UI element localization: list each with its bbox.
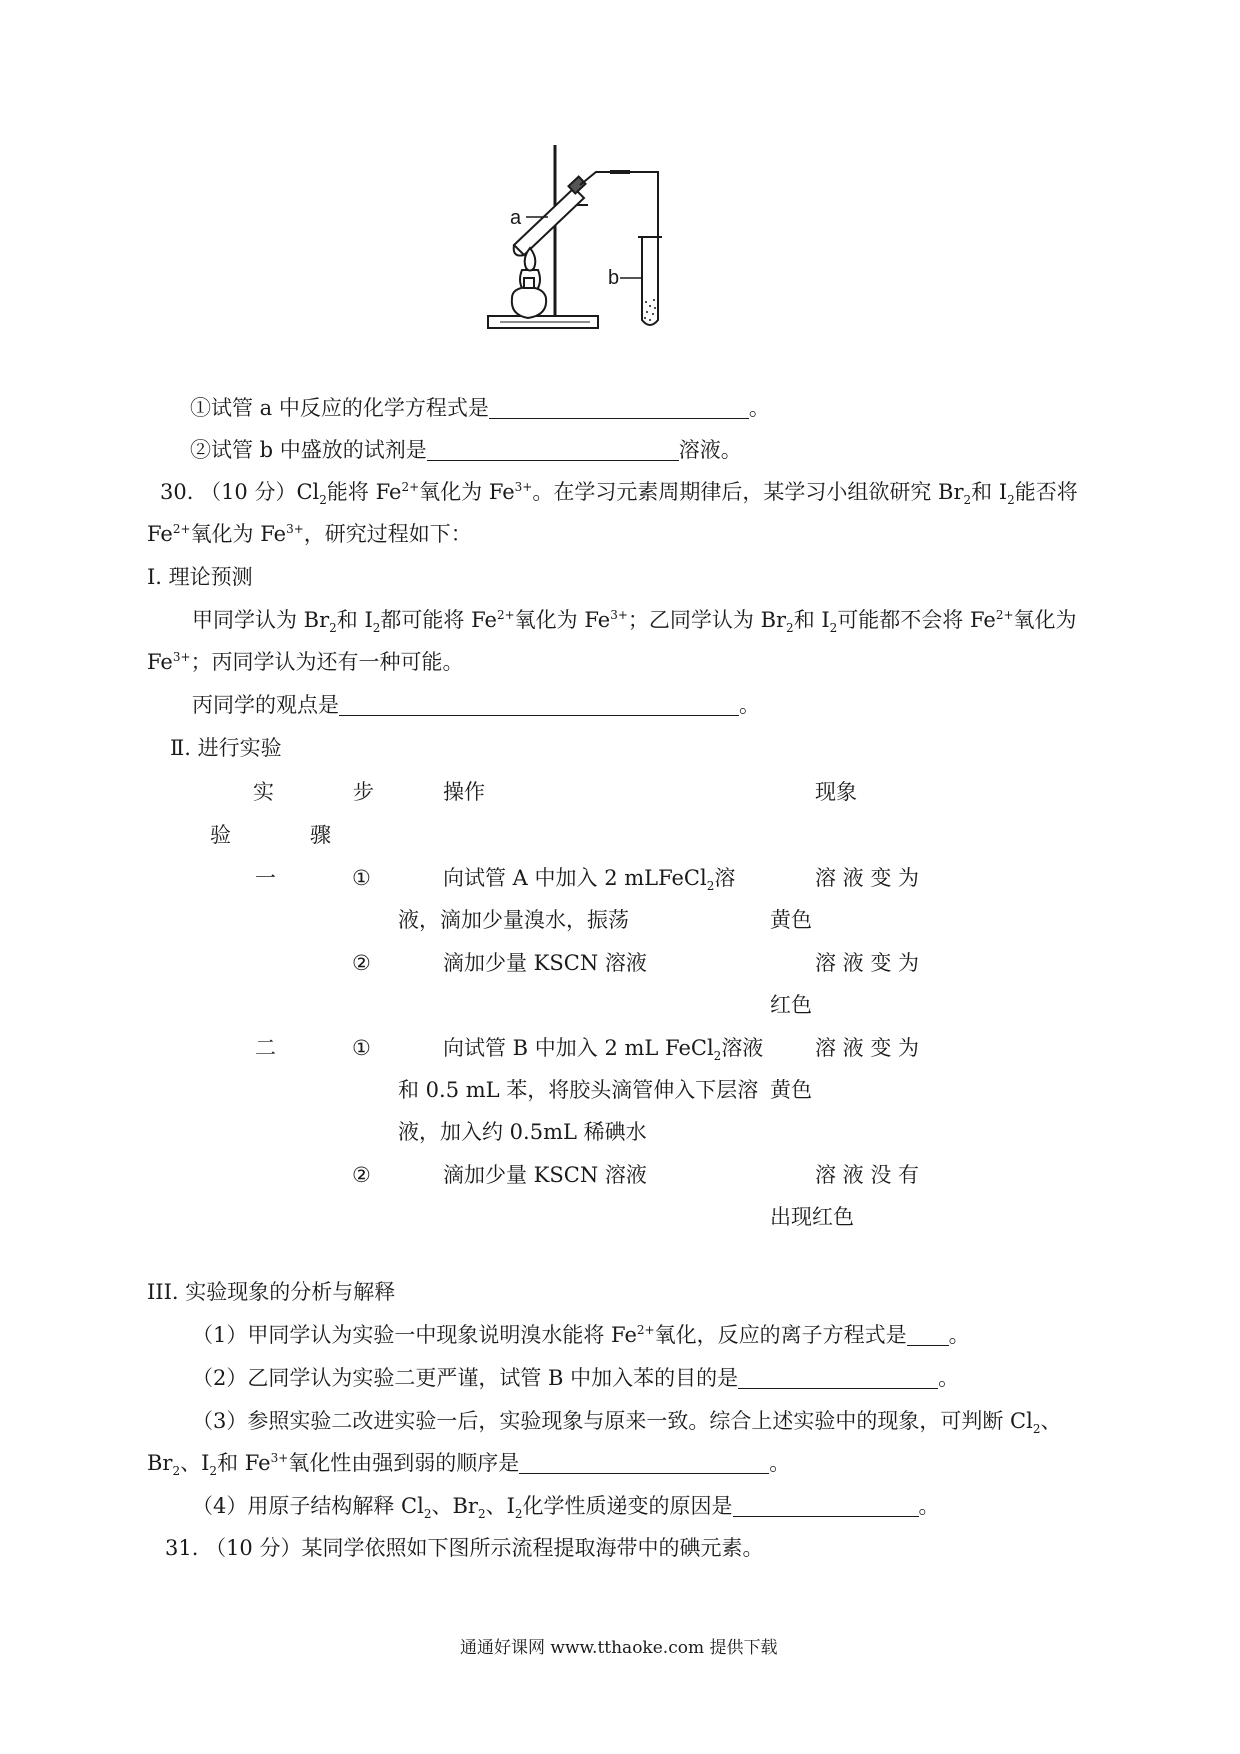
text: （1）甲同学认为实验一中现象说明溴水能将 Fe — [192, 1323, 637, 1347]
text: 甲同学认为 Br — [192, 608, 330, 632]
sup: 3+ — [610, 608, 628, 622]
text: 氧化为 Fe — [419, 480, 515, 504]
sub: 2 — [1032, 1422, 1041, 1437]
text: 丙同学的观点是 — [192, 693, 339, 717]
sup: 3+ — [172, 650, 191, 664]
sub: 2 — [963, 493, 972, 508]
sup: 2+ — [995, 608, 1014, 622]
section-1-para-2 — [192, 695, 760, 716]
header-step-2: 骤 — [310, 823, 331, 847]
row1-step1-obs-line2: 黄色 — [770, 908, 812, 932]
text: 。 — [938, 1366, 960, 1390]
text: 和 I — [793, 608, 830, 632]
sub: 2 — [1007, 493, 1015, 508]
sup: 2+ — [401, 480, 420, 494]
answer-blank[interactable] — [738, 1368, 938, 1389]
sub: 2 — [372, 621, 381, 636]
text: 可能都不会将 Fe — [837, 608, 996, 632]
row2-step2-op: 滴加少量 KSCN 溶液 — [443, 1163, 647, 1187]
answer-blank[interactable] — [907, 1325, 949, 1346]
sub: 2 — [329, 621, 337, 636]
text: 都可能将 Fe — [380, 608, 497, 632]
sup: 3+ — [514, 480, 533, 494]
row1-step1-obs-line1: 溶 液 变 为 — [815, 866, 920, 890]
row2-step1-obs-line1: 溶 液 变 为 — [815, 1036, 920, 1060]
sup: 2+ — [636, 1323, 655, 1337]
text: 氧化为 Fe — [514, 608, 611, 632]
text: 、 — [1040, 1409, 1062, 1433]
row1-step1: ① — [352, 866, 371, 890]
sup: 2+ — [172, 522, 191, 536]
answer-blank[interactable] — [339, 695, 739, 716]
text: 向试管 A 中加入 2 mLFeCl — [443, 866, 707, 890]
answer-blank[interactable] — [733, 1496, 919, 1517]
text: ；乙同学认为 Br — [627, 608, 787, 632]
header-exp-2: 验 — [210, 823, 231, 847]
text: Fe — [147, 650, 173, 674]
text: 30. （10 分）Cl — [160, 480, 320, 504]
sup: 3+ — [286, 522, 304, 536]
text: 溶液 — [721, 1036, 764, 1060]
q29-item-2 — [190, 440, 742, 461]
row1-step1-op-line2: 液，滴加少量溴水，振荡 — [398, 908, 629, 932]
sub: 2 — [786, 621, 794, 636]
q29-item-2-text: ②试管 b 中盛放的试剂是 — [190, 438, 427, 462]
q30-intro-line-1 — [160, 480, 1078, 508]
row1-exp: 一 — [255, 866, 276, 890]
text: ，研究过程如下： — [303, 522, 472, 546]
text: 氧化，反应的离子方程式是 — [654, 1323, 907, 1347]
text: 溶 — [714, 866, 736, 890]
distillation-apparatus-diagram — [470, 130, 720, 375]
text: 、I — [180, 1451, 210, 1475]
text: 能将 Fe — [326, 480, 402, 504]
row2-step2: ② — [352, 1163, 371, 1187]
text: （2）乙同学认为实验二更严谨，试管 B 中加入苯的目的是 — [192, 1366, 739, 1390]
answer-blank[interactable] — [519, 1453, 769, 1474]
text: 、I — [485, 1494, 515, 1518]
row2-step2-obs-line2: 出现红色 — [770, 1205, 854, 1229]
q29-item-1 — [190, 398, 770, 419]
header-operation: 操作 — [443, 780, 485, 804]
text: ；丙同学认为还有一种可能。 — [190, 650, 464, 674]
analysis-4 — [192, 1494, 940, 1522]
q29-item-1-text: ①试管 a 中反应的化学方程式是 — [190, 396, 489, 420]
text: Br — [147, 1451, 173, 1475]
sub: 2 — [319, 493, 327, 508]
text: 化学性质递变的原因是 — [522, 1494, 733, 1518]
text: 。在学习元素周期律后，某学习小组欲研究 Br — [532, 480, 964, 504]
text: （3）参照实验二改进实验一后，实验现象与原来一致。综合上述实验中的现象，可判断 Cl — [192, 1409, 1033, 1433]
q29-item-2-end: 溶液。 — [678, 438, 742, 462]
answer-blank[interactable] — [427, 440, 679, 461]
row1-step2: ② — [352, 951, 371, 975]
text: 。 — [948, 1323, 970, 1347]
text: 和 I — [336, 608, 373, 632]
text: 氧化性由强到弱的顺序是 — [288, 1451, 520, 1475]
row1-step2-obs-line1: 溶 液 变 为 — [815, 951, 920, 975]
row2-step1-op-line3: 液，加入约 0.5mL 稀碘水 — [398, 1120, 647, 1144]
text: 。 — [769, 1451, 791, 1475]
sup: 3+ — [270, 1451, 289, 1465]
label-a: a — [510, 207, 522, 229]
analysis-3-line-2 — [147, 1451, 791, 1479]
header-step-1: 步 — [353, 780, 374, 804]
section-3-title: III. 实验现象的分析与解释 — [147, 1280, 396, 1304]
row1-step1-op-line1 — [443, 866, 736, 894]
row2-step1-obs-line2: 黄色 — [770, 1078, 812, 1102]
sub: 2 — [514, 1507, 523, 1522]
section-1-title: I. 理论预测 — [147, 565, 253, 589]
footer-source: 通通好课网 www.tthaoke.com 提供下载 — [460, 1638, 778, 1658]
section-1-para-line-1 — [192, 608, 1077, 636]
text: 。 — [739, 693, 760, 717]
header-exp-1: 实 — [253, 780, 274, 804]
section-2-title: Ⅱ. 进行实验 — [170, 736, 282, 760]
row2-step2-obs-line1: 溶 液 没 有 — [815, 1163, 920, 1187]
answer-blank[interactable] — [489, 398, 749, 419]
sub: 2 — [423, 1507, 432, 1522]
sub: 2 — [706, 879, 715, 894]
text: 氧化为 — [1013, 608, 1077, 632]
row2-step1-op-line2: 和 0.5 mL 苯，将胶头滴管伸入下层溶 — [398, 1078, 759, 1102]
sub: 2 — [713, 1049, 722, 1064]
text: 、Br — [431, 1494, 478, 1518]
row2-exp: 二 — [255, 1036, 276, 1060]
sup: 2+ — [496, 608, 515, 622]
q31-intro: 31. （10 分）某同学依照如下图所示流程提取海带中的碘元素。 — [165, 1536, 764, 1560]
text: 和 I — [971, 480, 1008, 504]
text: 向试管 B 中加入 2 mL FeCl — [443, 1036, 714, 1060]
row2-step1: ① — [352, 1036, 371, 1060]
text: 能否将 — [1014, 480, 1078, 504]
label-b: b — [608, 267, 620, 289]
row1-step2-obs-line2: 红色 — [770, 993, 812, 1017]
analysis-1 — [192, 1325, 970, 1346]
row1-step2-op: 滴加少量 KSCN 溶液 — [443, 951, 647, 975]
sub: 2 — [209, 1464, 218, 1479]
analysis-3-line-1 — [192, 1409, 1062, 1437]
analysis-2 — [192, 1368, 959, 1389]
text: Fe — [147, 522, 173, 546]
section-1-para-line-2 — [147, 652, 464, 673]
text: （4）用原子结构解释 Cl — [192, 1494, 424, 1518]
q29-item-1-end: 。 — [748, 396, 770, 420]
sub: 2 — [172, 1464, 181, 1479]
header-observation: 现象 — [815, 780, 857, 804]
text: 和 Fe — [217, 1451, 271, 1475]
row2-step1-op-line1 — [443, 1036, 764, 1064]
sub: 2 — [477, 1507, 486, 1522]
text: 氧化为 Fe — [190, 522, 287, 546]
text: 。 — [918, 1494, 940, 1518]
q30-intro-line-2 — [147, 524, 472, 545]
sub: 2 — [829, 621, 838, 636]
